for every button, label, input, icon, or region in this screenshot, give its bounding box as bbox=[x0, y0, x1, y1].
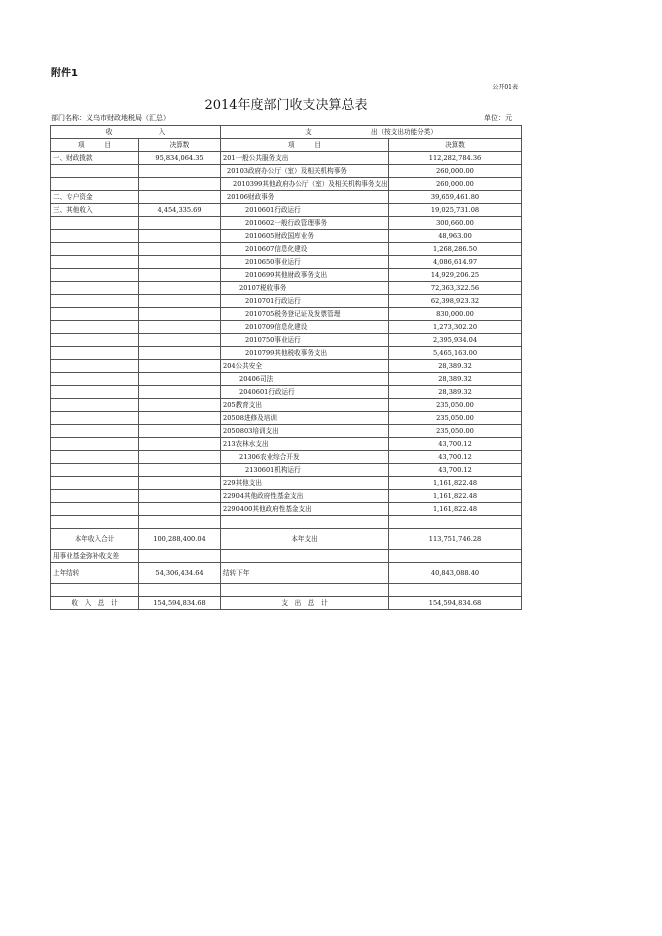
expense-amount: 5,465,163.00 bbox=[389, 347, 522, 360]
income-amount bbox=[139, 334, 221, 347]
income-item bbox=[51, 451, 139, 464]
expense-amount: 62,398,923.32 bbox=[389, 295, 522, 308]
income-amount-header: 决算数 bbox=[139, 139, 221, 152]
spacer-cell bbox=[389, 584, 522, 597]
income-item bbox=[51, 230, 139, 243]
income-item: 一、财政拨款 bbox=[51, 152, 139, 165]
income-amount bbox=[139, 308, 221, 321]
table-row bbox=[51, 230, 522, 243]
table-row bbox=[51, 243, 522, 256]
table-row bbox=[51, 308, 522, 321]
income-amount bbox=[139, 321, 221, 334]
table-row bbox=[51, 438, 522, 451]
expense-amount: 260,000.00 bbox=[389, 165, 522, 178]
table-row bbox=[51, 165, 522, 178]
table-row bbox=[51, 191, 522, 204]
income-amount bbox=[139, 165, 221, 178]
budget-table bbox=[50, 125, 522, 610]
income-amount bbox=[139, 425, 221, 438]
income-item bbox=[51, 308, 139, 321]
fund-expense-item bbox=[221, 550, 389, 563]
fund-expense-value bbox=[389, 550, 522, 563]
income-item bbox=[51, 256, 139, 269]
spacer-cell bbox=[221, 584, 389, 597]
year-income-value: 100,288,400.04 bbox=[139, 529, 221, 550]
income-item bbox=[51, 516, 139, 529]
unit-label: 单位：元 bbox=[484, 114, 512, 122]
income-amount bbox=[139, 178, 221, 191]
income-amount bbox=[139, 243, 221, 256]
expense-item: 213农林水支出 bbox=[221, 438, 389, 451]
table-row bbox=[51, 295, 522, 308]
expense-item: 2010605财政国库业务 bbox=[221, 230, 389, 243]
expense-item: 2010699其他财政事务支出 bbox=[221, 269, 389, 282]
expense-amount: 112,282,784.36 bbox=[389, 152, 522, 165]
expense-amount: 2,395,934.04 bbox=[389, 334, 522, 347]
table-row bbox=[51, 386, 522, 399]
table-row bbox=[51, 425, 522, 438]
expense-item: 2010601行政运行 bbox=[221, 204, 389, 217]
expense-amount: 28,389.32 bbox=[389, 386, 522, 399]
expense-item bbox=[221, 516, 389, 529]
expense-item: 20107税收事务 bbox=[221, 282, 389, 295]
income-item bbox=[51, 347, 139, 360]
expense-item: 204公共安全 bbox=[221, 360, 389, 373]
income-item bbox=[51, 438, 139, 451]
expense-amount: 14,929,206.25 bbox=[389, 269, 522, 282]
carry-row bbox=[51, 563, 522, 584]
expense-item: 2010399其他政府办公厅（室）及相关机构事务支出 bbox=[221, 178, 389, 191]
carry-out-value: 40,843,088.40 bbox=[389, 563, 522, 584]
income-amount: 95,834,064.35 bbox=[139, 152, 221, 165]
expense-amount: 260,000.00 bbox=[389, 178, 522, 191]
income-item bbox=[51, 373, 139, 386]
total-income-label: 收 入 总 计 bbox=[51, 597, 139, 610]
expense-item: 2010705税务登记证及发票管理 bbox=[221, 308, 389, 321]
income-item bbox=[51, 217, 139, 230]
total-expense-label: 支 出 总 计 bbox=[221, 597, 389, 610]
income-item bbox=[51, 282, 139, 295]
carry-in-value: 54,306,434.64 bbox=[139, 563, 221, 584]
income-amount bbox=[139, 438, 221, 451]
carry-in-label: 上年结转 bbox=[51, 563, 139, 584]
income-amount bbox=[139, 282, 221, 295]
table-row bbox=[51, 347, 522, 360]
expense-item: 2130601机构运行 bbox=[221, 464, 389, 477]
spacer-cell bbox=[139, 584, 221, 597]
table-row bbox=[51, 399, 522, 412]
income-item bbox=[51, 399, 139, 412]
table-row bbox=[51, 360, 522, 373]
expense-item: 2050803培训支出 bbox=[221, 425, 389, 438]
total-expense-value: 154,594,834.68 bbox=[389, 597, 522, 610]
expense-amount: 43,700.12 bbox=[389, 451, 522, 464]
expense-item: 201一般公共服务支出 bbox=[221, 152, 389, 165]
expense-item: 2010650事业运行 bbox=[221, 256, 389, 269]
income-item bbox=[51, 334, 139, 347]
spacer-cell bbox=[51, 584, 139, 597]
income-amount bbox=[139, 256, 221, 269]
income-item bbox=[51, 269, 139, 282]
expense-item: 229其他支出 bbox=[221, 477, 389, 490]
subheader-row bbox=[51, 139, 522, 152]
expense-amount: 48,963.00 bbox=[389, 230, 522, 243]
year-income-label: 本年收入合计 bbox=[51, 529, 139, 550]
income-item: 二、专户资金 bbox=[51, 191, 139, 204]
expense-amount: 235,050.00 bbox=[389, 399, 522, 412]
income-amount bbox=[139, 269, 221, 282]
income-item bbox=[51, 464, 139, 477]
table-row bbox=[51, 477, 522, 490]
table-row bbox=[51, 282, 522, 295]
expense-item: 20106财政事务 bbox=[221, 191, 389, 204]
expense-amount: 4,086,614.97 bbox=[389, 256, 522, 269]
income-amount bbox=[139, 451, 221, 464]
table-row bbox=[51, 178, 522, 191]
income-header: 收 入 bbox=[51, 126, 221, 139]
income-amount bbox=[139, 516, 221, 529]
table-row bbox=[51, 516, 522, 529]
total-income-value: 154,594,834.68 bbox=[139, 597, 221, 610]
expense-amount: 43,700.12 bbox=[389, 464, 522, 477]
expense-amount: 1,161,822.48 bbox=[389, 503, 522, 516]
expense-amount: 1,161,822.48 bbox=[389, 490, 522, 503]
table-row bbox=[51, 490, 522, 503]
year-expense-label: 本年支出 bbox=[221, 529, 389, 550]
expense-item: 2010607信息化建设 bbox=[221, 243, 389, 256]
department-name: 部门名称：义乌市财政地税局（汇总） bbox=[51, 114, 170, 122]
income-amount bbox=[139, 217, 221, 230]
expense-amount: 28,389.32 bbox=[389, 373, 522, 386]
fund-row bbox=[51, 550, 522, 563]
expense-item: 2010799其他税收事务支出 bbox=[221, 347, 389, 360]
expense-item: 2010750事业运行 bbox=[221, 334, 389, 347]
expense-amount: 1,268,286.50 bbox=[389, 243, 522, 256]
annex-label: 附件1 bbox=[51, 68, 78, 79]
income-amount bbox=[139, 230, 221, 243]
expense-item-header: 项 目 bbox=[221, 139, 389, 152]
income-amount bbox=[139, 464, 221, 477]
expense-amount-header: 决算数 bbox=[389, 139, 522, 152]
expense-amount: 1,273,302.20 bbox=[389, 321, 522, 334]
income-amount bbox=[139, 360, 221, 373]
income-amount bbox=[139, 191, 221, 204]
income-item bbox=[51, 386, 139, 399]
expense-item: 2010602一般行政管理事务 bbox=[221, 217, 389, 230]
form-number: 公开01表 bbox=[492, 84, 518, 91]
expense-item: 2290400其他政府性基金支出 bbox=[221, 503, 389, 516]
table-row bbox=[51, 217, 522, 230]
expense-amount: 235,050.00 bbox=[389, 425, 522, 438]
header-row bbox=[51, 126, 522, 139]
expense-amount bbox=[389, 516, 522, 529]
expense-item: 2010701行政运行 bbox=[221, 295, 389, 308]
table-row bbox=[51, 334, 522, 347]
expense-amount: 19,025,731.08 bbox=[389, 204, 522, 217]
table-row bbox=[51, 204, 522, 217]
expense-item: 205教育支出 bbox=[221, 399, 389, 412]
table-row bbox=[51, 269, 522, 282]
income-amount: 4,454,335.69 bbox=[139, 204, 221, 217]
income-item bbox=[51, 165, 139, 178]
expense-header: 支 出（按支出功能分类） bbox=[221, 126, 522, 139]
carry-out-label: 结转下年 bbox=[221, 563, 389, 584]
income-item bbox=[51, 490, 139, 503]
income-item bbox=[51, 477, 139, 490]
expense-item: 22904其他政府性基金支出 bbox=[221, 490, 389, 503]
expense-amount: 830,000.00 bbox=[389, 308, 522, 321]
expense-amount: 300,660.00 bbox=[389, 217, 522, 230]
year-expense-value: 113,751,746.28 bbox=[389, 529, 522, 550]
income-amount bbox=[139, 490, 221, 503]
expense-item: 21306农业综合开发 bbox=[221, 451, 389, 464]
income-amount bbox=[139, 373, 221, 386]
expense-item: 20406司法 bbox=[221, 373, 389, 386]
income-amount bbox=[139, 295, 221, 308]
income-item bbox=[51, 178, 139, 191]
expense-amount: 1,161,822.48 bbox=[389, 477, 522, 490]
table-row bbox=[51, 321, 522, 334]
income-amount bbox=[139, 503, 221, 516]
table-row bbox=[51, 451, 522, 464]
table-row bbox=[51, 464, 522, 477]
expense-item: 2010709信息化建设 bbox=[221, 321, 389, 334]
income-amount bbox=[139, 412, 221, 425]
expense-item: 2040601行政运行 bbox=[221, 386, 389, 399]
income-item bbox=[51, 295, 139, 308]
expense-item: 20103政府办公厅（室）及相关机构事务 bbox=[221, 165, 389, 178]
income-amount bbox=[139, 399, 221, 412]
expense-amount: 43,700.12 bbox=[389, 438, 522, 451]
expense-amount: 72,363,322.56 bbox=[389, 282, 522, 295]
income-item-header: 项 目 bbox=[51, 139, 139, 152]
income-amount bbox=[139, 386, 221, 399]
income-amount bbox=[139, 477, 221, 490]
year-total-row bbox=[51, 529, 522, 550]
income-item bbox=[51, 412, 139, 425]
table-row bbox=[51, 152, 522, 165]
income-item bbox=[51, 425, 139, 438]
expense-amount: 235,050.00 bbox=[389, 412, 522, 425]
table-row bbox=[51, 503, 522, 516]
fund-label: 用事业基金弥补收支差 bbox=[51, 550, 139, 563]
expense-item: 20508进修及培训 bbox=[221, 412, 389, 425]
income-item bbox=[51, 503, 139, 516]
fund-value bbox=[139, 550, 221, 563]
income-amount bbox=[139, 347, 221, 360]
income-item: 三、其他收入 bbox=[51, 204, 139, 217]
income-item bbox=[51, 321, 139, 334]
income-item bbox=[51, 243, 139, 256]
page-title: 2014年度部门收支决算总表 bbox=[204, 98, 368, 113]
spacer-row bbox=[51, 584, 522, 597]
grand-total-row bbox=[51, 597, 522, 610]
income-item bbox=[51, 360, 139, 373]
expense-amount: 28,389.32 bbox=[389, 360, 522, 373]
table-row bbox=[51, 256, 522, 269]
expense-amount: 39,659,461.80 bbox=[389, 191, 522, 204]
table-row bbox=[51, 412, 522, 425]
table-row bbox=[51, 373, 522, 386]
